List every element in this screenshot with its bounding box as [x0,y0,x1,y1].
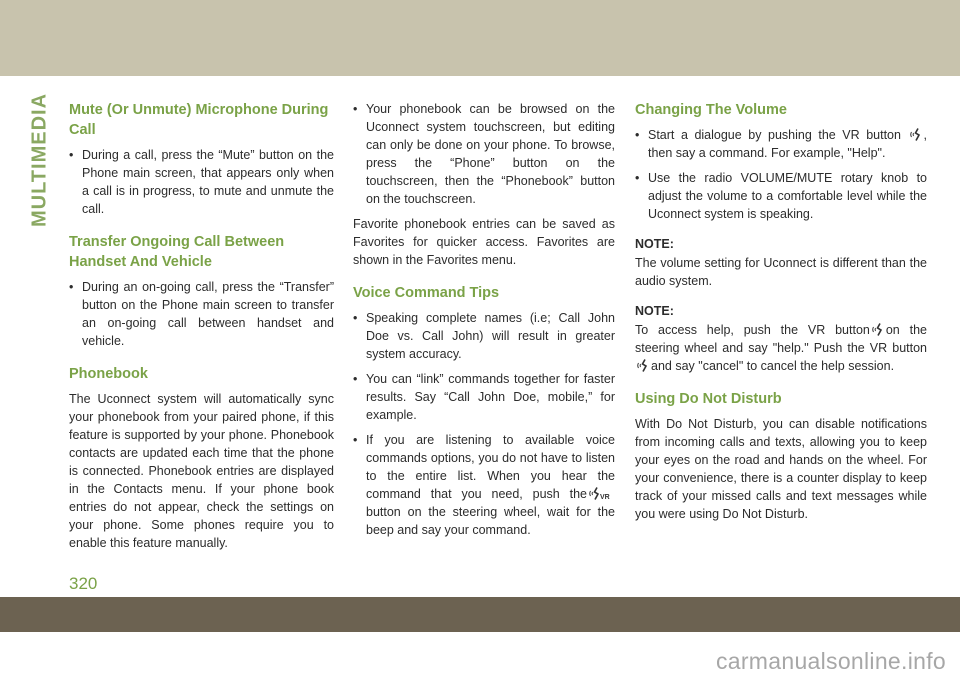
bottom-band [0,597,960,632]
favorites-paragraph: Favorite phonebook entries can be saved as Favorites for quicker access. Favorites are shown in the Favorites menu. [353,217,615,267]
vol1-text-after: , then say a command. For example, "Help". [648,128,927,160]
heading-transfer-call: Transfer Ongoing Call Between Handset And Vehicle [69,234,285,270]
tips-list [353,309,615,539]
note-label: NOTE: [635,237,674,251]
heading-do-not-disturb: Using Do Not Disturb [635,391,782,407]
note2-text-b: on the steering wheel and say "help." Push the VR button [635,323,927,355]
tip-item [353,431,615,539]
note2-text-a: To access help, push the VR button [635,323,870,337]
tip3-text-before: If you are listening to available voice commands options, you do not have to listen to the entire list. When you hear the command that you need, push the [366,433,615,501]
volume-list [635,126,927,223]
note2-text-c: and say "cancel" to cancel the help session. [651,359,895,373]
vr-icon-label: VR [600,494,610,500]
mute-bullet: • During a call, press the “Mute” button on the Phone main screen, that appears only when a call is in progress, to mute and unmute the call. [69,146,334,218]
voice-recognition-icon [872,323,884,336]
heading-phonebook: Phonebook [69,366,148,382]
note-label: NOTE: [635,304,674,318]
column-left [69,100,334,560]
browse-bullet: • Your phonebook can be browsed on the Uconnect system touchscreen, but editing can only be done on your phone. To browse, press the “Phone” button on the touchscreen, then the “Phonebook” button on the touchscreen. [353,100,615,208]
section-tab-label: MULTIMEDIA [28,92,51,228]
voice-recognition-icon [637,359,649,372]
watermark: carmanualsonline.info [715,648,946,674]
tip3-text-after: button on the steering wheel, wait for the beep and say your command. [366,505,615,537]
transfer-bullet: • During an on-going call, press the “Transfer” button on the Phone main screen to transfer an on-going call between handset and vehicle. [69,278,334,350]
heading-voice-command-tips: Voice Command Tips [353,285,500,301]
browse-list [353,100,615,208]
phonebook-paragraph: The Uconnect system will automatically sync your phonebook from your paired phone, if this feature is supported by your phone. Phonebook contacts are updated each time that the phone is connected. Phonebook entries are displayed in the Contacts menu. If your phone book entries do not appear, check the settings on your phone. Some phones require you to enable this feature manually. [69,392,334,550]
heading-mute-microphone: Mute (Or Unmute) Microphone During Call [69,102,329,138]
dnd-paragraph: With Do Not Disturb, you can disable notifications from incoming calls and texts, allowing you to keep your eyes on the road and hands on the wheel. For your convenience, there is a counter display to keep track of your missed calls and text messages while you were using Do Not Disturb. [635,417,927,521]
volume-bullet [635,126,927,162]
section-tab [25,92,55,228]
column-middle [353,100,615,546]
volume-bullet: • Use the radio VOLUME/MUTE rotary knob to adjust the volume to a comfortable level while the Uconnect system is speaking. [635,169,927,223]
voice-recognition-icon [589,487,613,500]
note-text [635,321,927,375]
page-number: 320 [69,574,98,593]
voice-recognition-icon [910,128,922,141]
note-text: The volume setting for Uconnect is different than the audio system. [635,256,927,288]
mute-list [69,146,334,218]
tip-item: • Speaking complete names (i.e; Call John Doe vs. Call John) will result in greater system accuracy. [353,309,615,363]
vol1-text-before: Start a dialogue by pushing the VR button [648,128,901,142]
transfer-list [69,278,334,350]
tip-item: • You can “link” commands together for faster results. Say “Call John Doe, mobile,” for example. [353,370,615,424]
top-band [0,0,960,76]
column-right [635,100,927,531]
heading-changing-volume: Changing The Volume [635,102,787,118]
